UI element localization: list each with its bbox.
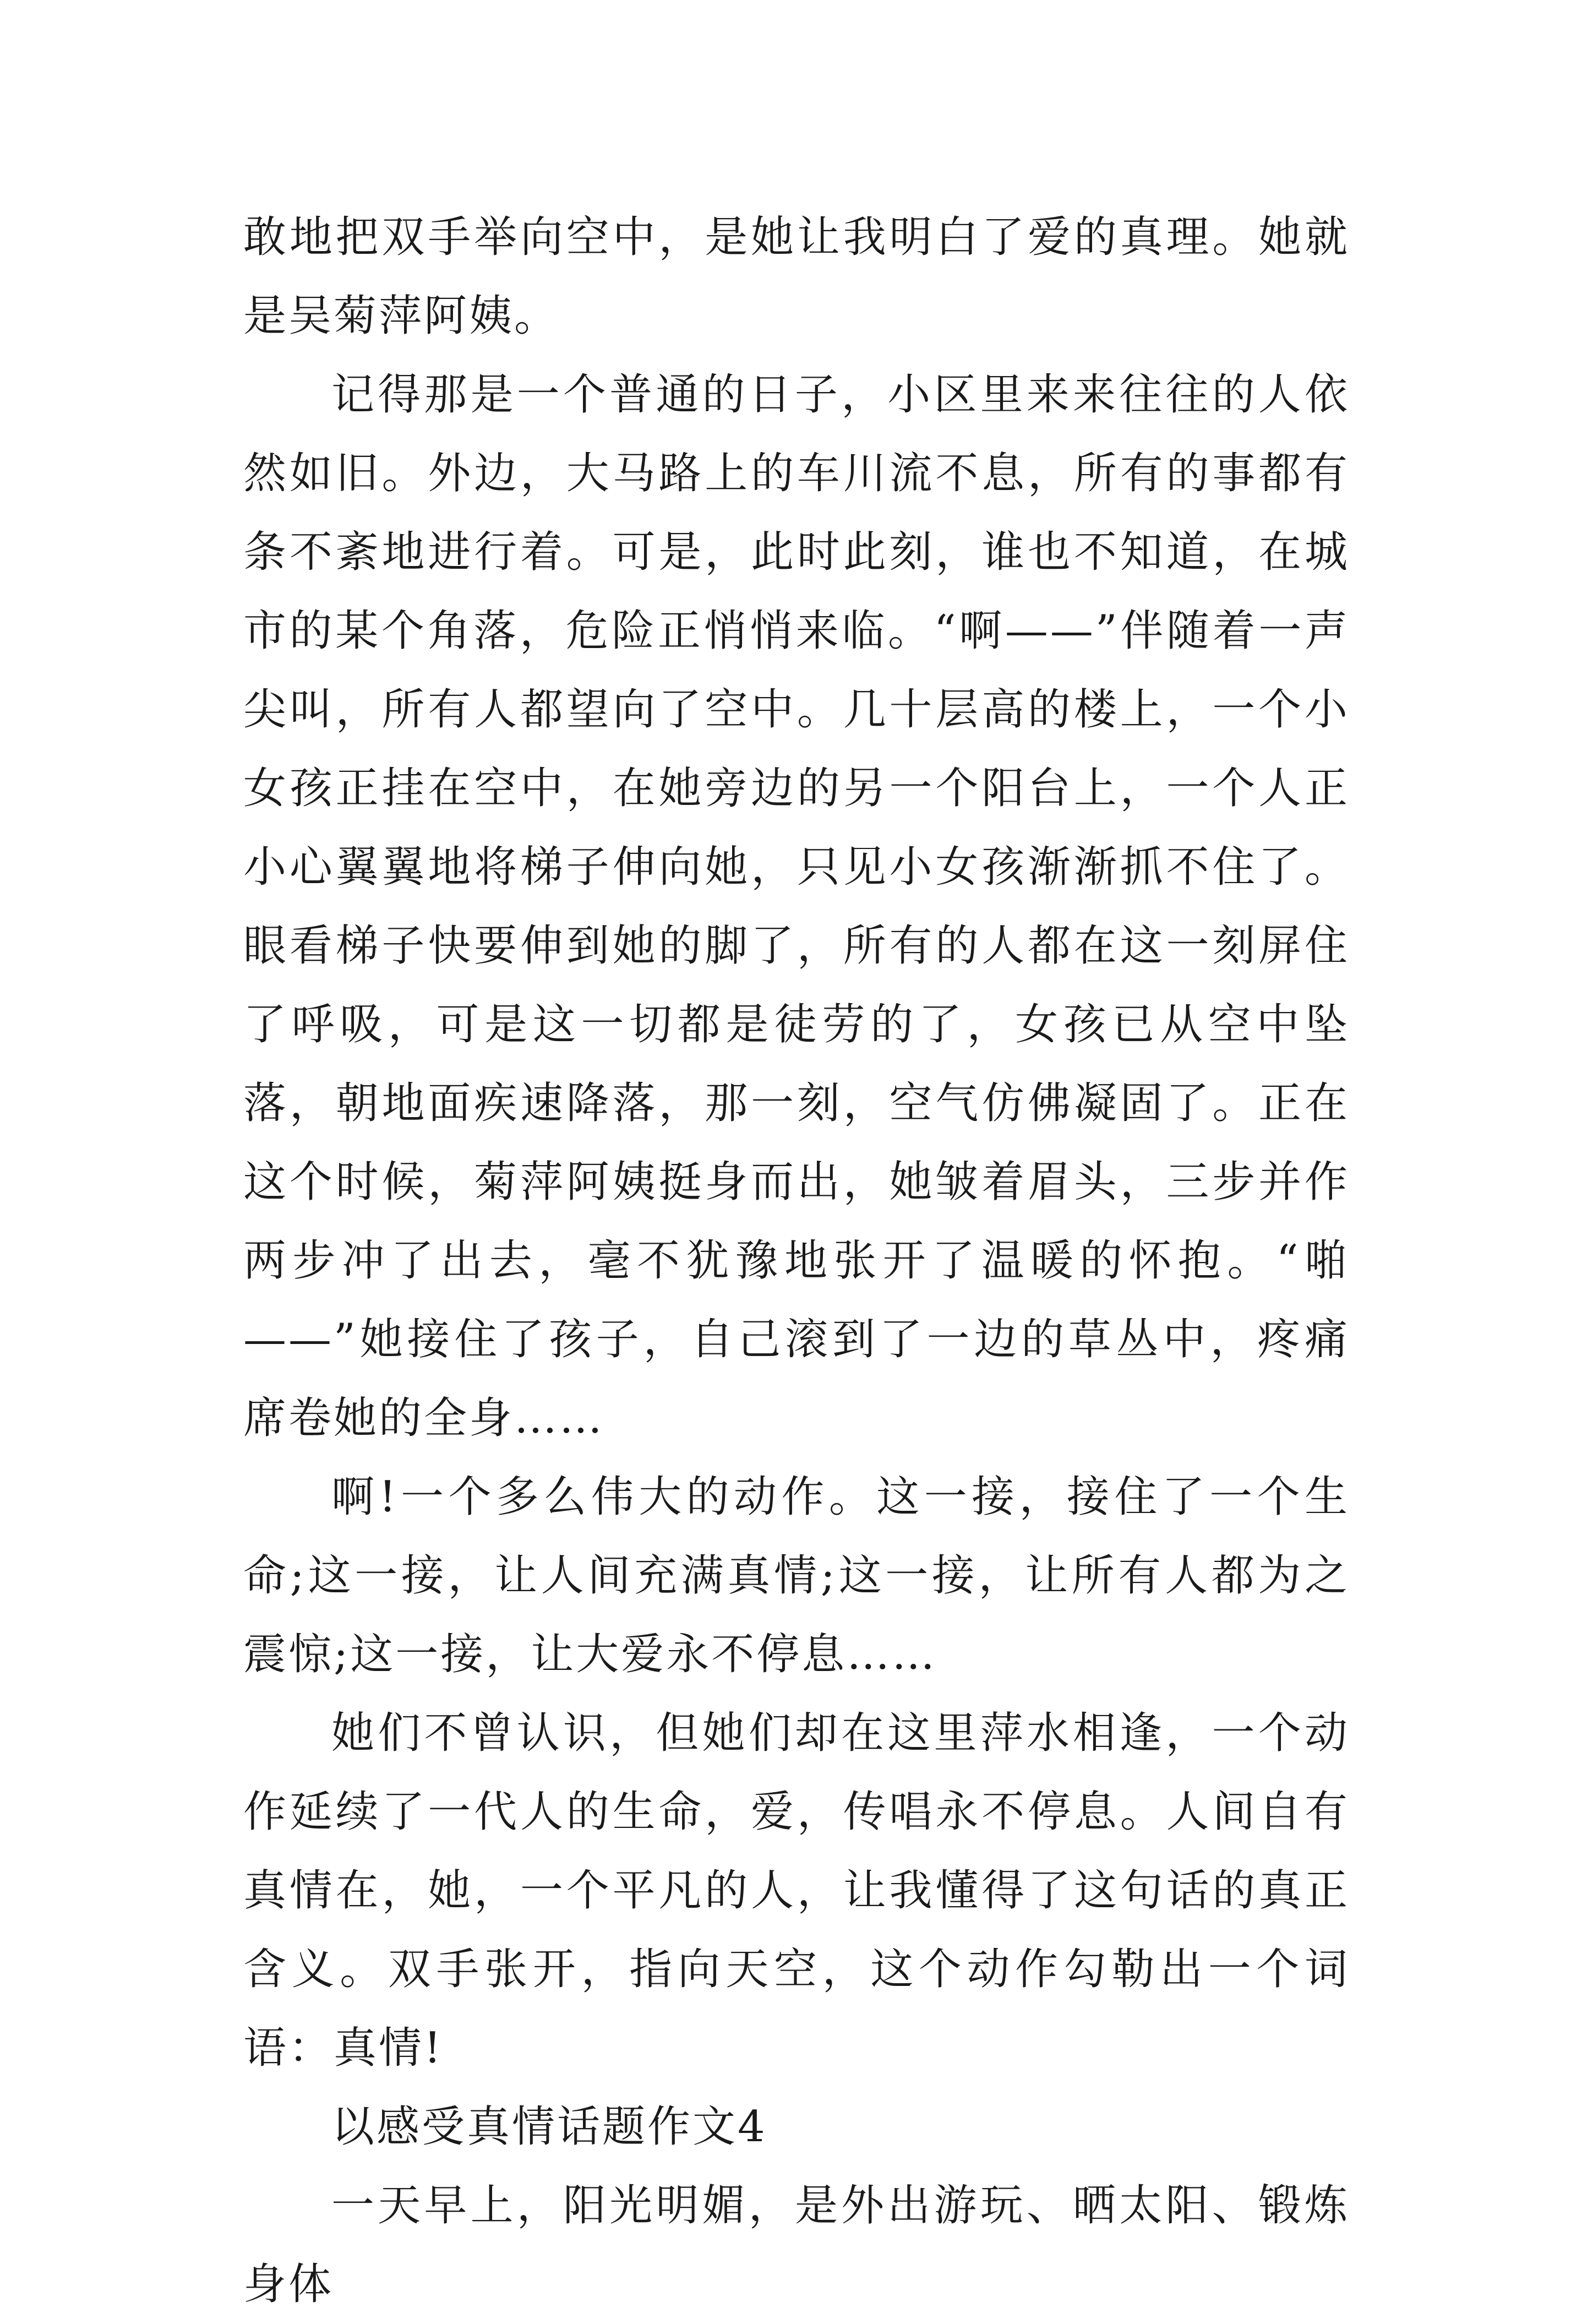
paragraph-1: 敢地把双手举向空中，是她让我明白了爱的真理。她就是吴菊萍阿姨。 [243, 213, 1350, 341]
paragraph-4: 她们不曾认识，但她们却在这里萍水相逢，一个动作延续了一代人的生命，爱，传唱永不停息。人间自有真情在，她，一个平凡的人，让我懂得了这句话的真正含义。双手张开，指向天空，这个动作勾勒出一个词语：真情! [243, 1708, 1350, 2073]
paragraph-3: 啊!一个多么伟大的动作。这一接，接住了一个生命;这一接，让人间充满真情;这一接，让所有人都为之震惊;这一接，让大爱永不停息…… [243, 1472, 1350, 1679]
document-body [243, 198, 1350, 2324]
paragraph-5: 一天早上，阳光明媚，是外出游玩、晒太阳、锻炼身体 [243, 2181, 1350, 2309]
section-heading: 以感受真情话题作文4 [331, 2102, 767, 2152]
paragraph-2: 记得那是一个普通的日子，小区里来来往往的人依然如旧。外边，大马路上的车川流不息，所有的事都有条不紊地进行着。可是，此时此刻，谁也不知道，在城市的某个角落，危险正悄悄来临。“啊——”伴随着一声尖叫，所有人都望向了空中。几十层高的楼上，一个小女孩正挂在空中，在她旁边的另一个阳台上，一个人正小心翼翼地将梯子伸向她，只见小女孩渐渐抓不住了。眼看梯子快要伸到她的脚了，所有的人都在这一刻屏住了呼吸，可是这一切都是徒劳的了，女孩已从空中坠落，朝地面疾速降落，那一刻，空气仿佛凝固了。正在这个时候，菊萍阿姨挺身而出，她皱着眉头，三步并作两步冲了出去，毫不犹豫地张开了温暖的怀抱。“啪——”她接住了孩子，自己滚到了一边的草丛中，疼痛席卷她的全身…… [243, 370, 1350, 1443]
